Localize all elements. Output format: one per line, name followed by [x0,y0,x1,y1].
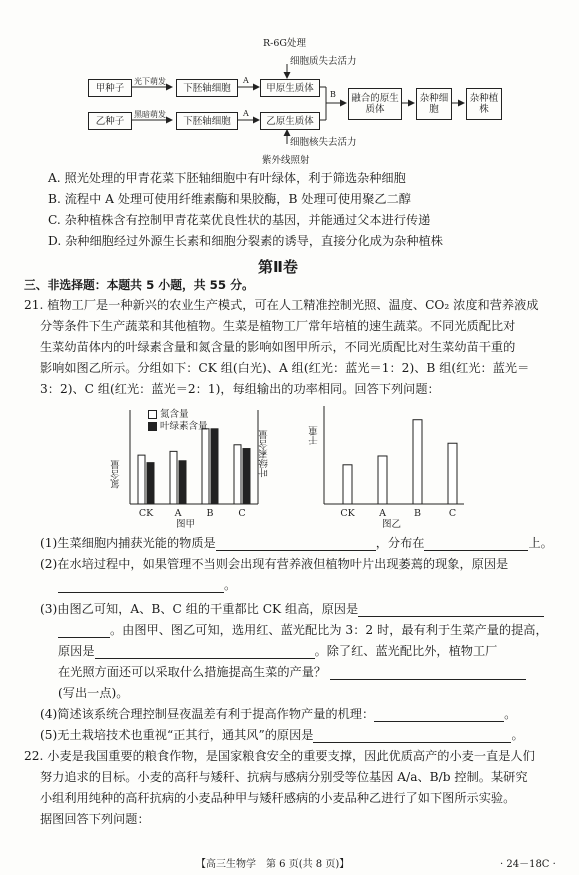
chart-jia-caption: 图甲 [176,519,196,530]
q21-sub3d: 。除了红、蓝光配比外，植物工厂 [314,644,498,658]
chart-yi-tick-b: B [414,508,421,519]
q21-sub3a: (3)由图乙可知，A、B、C 组的干重都比 CK 组高，原因是 [40,602,359,616]
q21-sub3-line1 [40,602,544,617]
arrow-label-a2: A [243,109,249,118]
q21-sub3-line4 [58,665,526,680]
bottom-label-1: 细胞核失去活力 [290,137,357,148]
q21-sub1-a: (1)生菜细胞内捕获光能的物质是 [40,536,216,550]
chart-yi-caption: 图乙 [382,519,402,530]
arrow-label-a1: A [243,76,249,85]
arrow-label-b: B [330,90,336,99]
q21-sub4 [40,707,516,722]
footer-code: · 24－18C · [500,859,556,870]
chart-yi-bar-a [378,456,387,504]
chart-jia-bar-b-nitrogen [202,429,209,504]
q21-sub1-c: 上。 [528,536,553,550]
legend-nitrogen-label: 氮含量 [160,409,189,420]
q21-sub3-line3 [58,644,497,659]
chart-yi-tick-ck: CK [340,508,355,519]
chart-yi-tick-c: C [448,508,457,519]
q21-sub2a: (2)在水培过程中，如果管理不当则会出现有营养液但植物叶片出现萎蔫的现象，原因是 [40,557,509,571]
answer-blank-6[interactable] [95,646,315,659]
q21-sub4b: 。 [504,707,517,721]
chart-jia-tick-a: A [174,508,182,519]
box-yi-seed: 乙种子 [88,112,132,130]
section-heading: 三、非选择题：本题共 5 小题，共 55 分。 [24,278,254,292]
q21-line-4: 影响如图乙所示。分组如下：CK 组(白光)、A 组(红光：蓝光＝1：2)、B 组(红光：蓝光＝ [40,361,530,375]
legend-chlorophyll [148,418,208,432]
arrow-label-light: 光下萌发 [134,77,166,86]
top-label-2: 细胞质失去活力 [290,56,357,67]
q21-sub3b: 。由图甲、图乙可知，选用红、蓝光配比为 3：2 时，最有利于生菜产量的提高， [110,623,548,637]
q21-sub3-line2 [58,623,548,638]
q21-line-1: 21. 植物工厂是一种新兴的农业生产模式，可在人工精准控制光照、温度、CO₂ 浓度和营养液成 [24,298,539,312]
top-label-1: R-6G处理 [263,38,306,49]
chart-jia-bar-b-chlorophyll [211,429,218,504]
answer-blank-2[interactable] [424,538,528,551]
legend-chlorophyll-swatch [148,422,157,431]
box-hybrid-plant: 杂种植株 [466,88,502,120]
q21-sub2b: 。 [224,578,237,592]
box-hypocotyl-1: 下胚轴细胞 [176,79,238,97]
option-c: C. 杂种植株含有控制甲青花菜优良性状的基因，并能通过父本进行传递 [48,213,431,227]
chart-yi-bar-ck [343,465,352,504]
section-title: 第Ⅱ卷 [258,258,298,276]
q22-line-2: 努力追求的目标。小麦的高秆与矮秆、抗病与感病分别受等位基因 A/a、B/b 控制。某研究 [40,770,528,784]
chart-yi-ylabel: 干重 [309,426,320,445]
answer-blank-9[interactable] [313,730,511,743]
chart-yi-tick-a: A [379,508,386,519]
q22-line-1: 22. 小麦是我国重要的粮食作物，是国家粮食安全的重要支撑，因此优质高产的小麦一直是人们 [24,749,535,763]
chart-jia-tick-c: C [238,508,246,519]
q22-line-4: 据图回答下列问题： [40,812,150,826]
q21-sub5b: 。 [511,728,524,742]
box-jia-seed: 甲种子 [88,79,132,97]
answer-blank-4[interactable] [358,604,544,617]
answer-blank-7[interactable] [330,667,526,680]
chart-jia-ylabel-right: 叶绿素含量 [259,430,270,478]
option-d: D. 杂种细胞经过外源生长素和细胞分裂素的诱导，直接分化成为杂种植株 [48,234,443,248]
q21-line-3: 生菜幼苗体内的叶绿素含量和氮含量的影响如图甲所示，不同光质配比对生菜幼苗干重的 [40,340,516,354]
box-yi-protoplast: 乙原生质体 [260,112,320,130]
chart-jia-bar-c-nitrogen [234,445,241,504]
option-b: B. 流程中 A 处理可使用纤维素酶和果胶酶，B 处理可使用聚乙二醇 [48,192,411,206]
q21-sub5a: (5)无土栽培技术也重视“正其行，通其风”的原因是 [40,728,314,742]
chart-yi-plot [324,406,464,519]
bottom-label-2: 紫外线照射 [262,155,310,166]
chart-yi-bar-c [448,443,457,504]
q21-sub1-b: ，分布在 [375,536,425,550]
box-hypocotyl-2: 下胚轴细胞 [176,112,238,130]
chart-jia-bar-ck-nitrogen [138,455,145,504]
q21-sub2-line [58,578,236,593]
legend-chlorophyll-label: 叶绿素含量 [160,421,208,432]
chart-jia-ylabel-left: 氮含量 [111,460,122,489]
q21-sub3f: (写出一点)。 [58,686,129,700]
answer-blank-8[interactable] [374,709,504,722]
footer-page: 【高三生物学 第 6 页(共 8 页)】 [196,859,350,870]
box-jia-protoplast: 甲原生质体 [260,79,320,97]
chart-jia-bar-ck-chlorophyll [147,463,154,504]
q21-sub1 [40,536,553,551]
answer-blank-1[interactable] [216,538,376,551]
q21-line-5: 3：2)、C 组(红光：蓝光＝2：1)，每组输出的功率相同。回答下列问题： [40,382,440,396]
chart-jia-tick-b: B [206,508,214,519]
q21-sub3e: 在光照方面还可以采取什么措施提高生菜的产量？ [58,665,327,679]
arrow-label-dark: 黑暗萌发 [134,110,166,119]
q22-line-3: 小组利用纯种的高秆抗病的小麦品种甲与矮秆感病的小麦品种乙进行了如下图所示实验。 [40,791,516,805]
chart-jia-tick-ck: CK [138,508,154,519]
chart-yi [300,400,500,530]
q21-sub4a: (4)简述该系统合理控制昼夜温差有利于提高作物产量的机理： [40,707,375,721]
box-hybrid-cell: 杂种细胞 [416,88,452,120]
option-a: A. 照光处理的甲青花菜下胚轴细胞中有叶绿体，利于筛选杂种细胞 [48,171,406,185]
chart-jia-bar-a-nitrogen [170,451,177,504]
q21-line-2: 分等条件下生产蔬菜和其他植物。生菜是植物工厂常年培植的速生蔬菜。不同光质配比对 [40,319,516,333]
answer-blank-5[interactable] [58,625,110,638]
chart-jia-bar-c-chlorophyll [243,449,250,504]
q21-sub5 [40,728,524,743]
q21-sub3c: 原因是 [58,644,95,658]
box-fused-protoplast: 融合的原生质体 [348,88,402,120]
chart-yi-bar-b [413,420,422,504]
answer-blank-3[interactable] [58,580,224,593]
chart-jia-bar-a-chlorophyll [179,461,186,504]
